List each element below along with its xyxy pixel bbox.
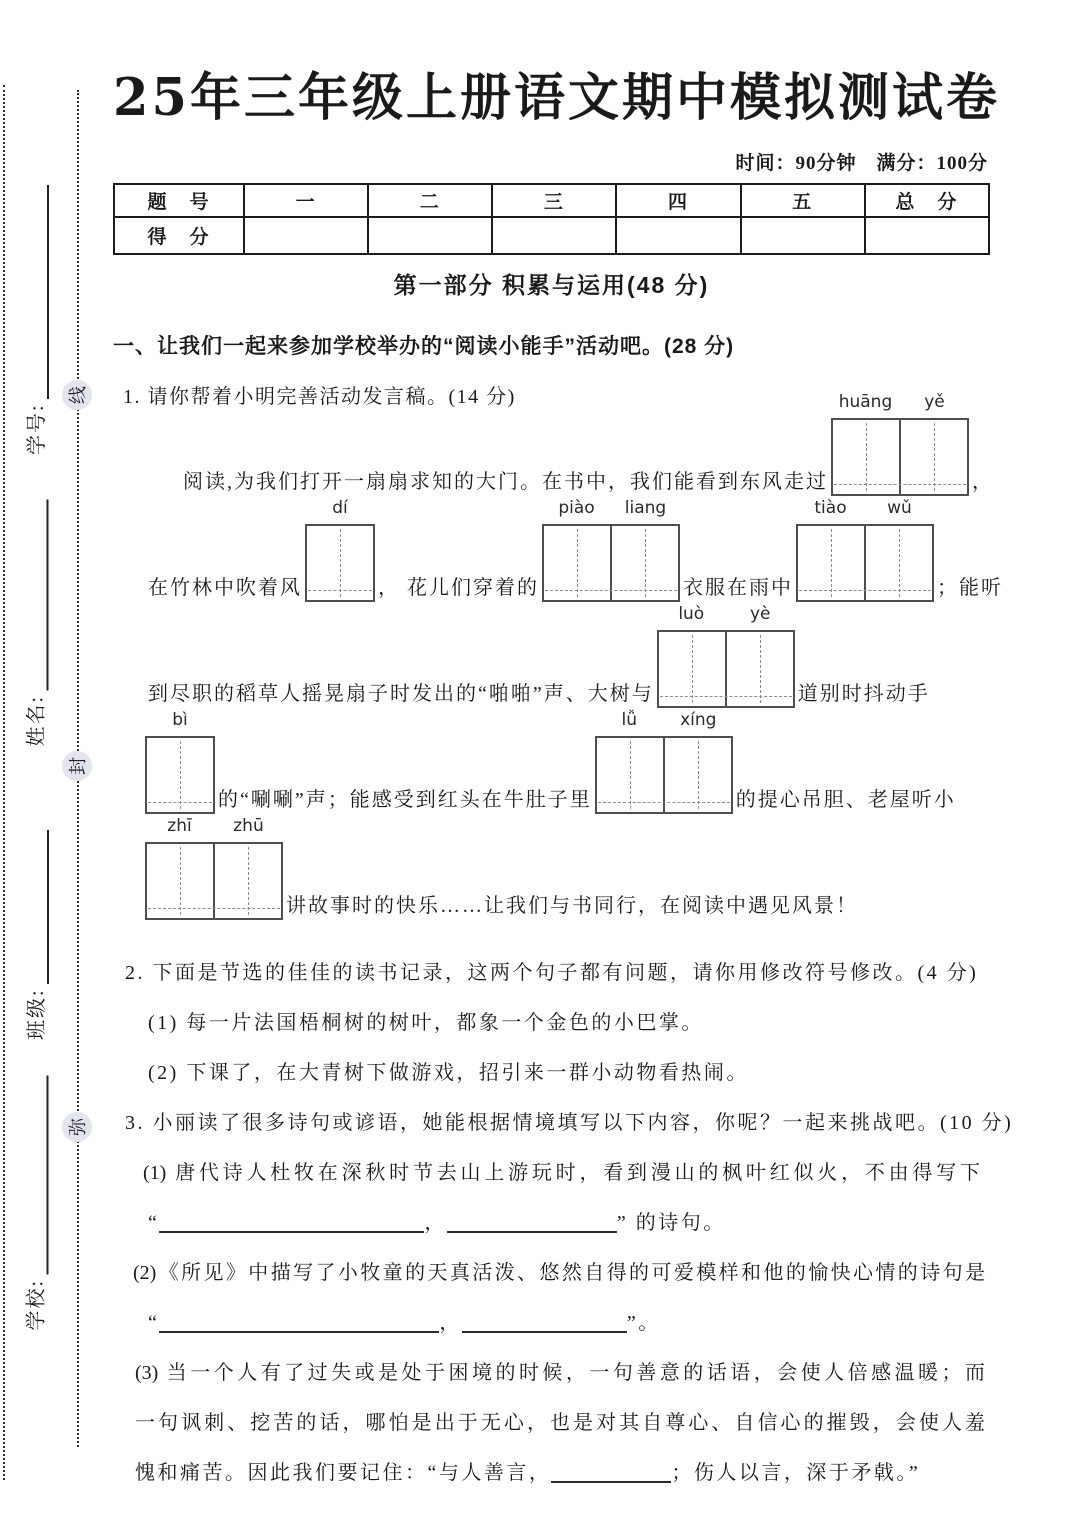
tianzige-box <box>305 498 375 655</box>
q3-item1-blank-line <box>148 1198 990 1248</box>
seal-field-class <box>23 830 49 1040</box>
sentence-text: 愧和痛苦。因此我们要记住：“与人善言， <box>135 1462 552 1484</box>
pinyin-label-row <box>831 392 969 412</box>
pinyin-label-row <box>595 710 733 730</box>
sentence-text: 阅读,为我们打开一扇扇求知的大门。在书中，我们能看到东风走过 <box>183 471 828 494</box>
sentence-text: “ <box>148 1212 160 1234</box>
pinyin-label: huāng <box>838 392 893 412</box>
page-title: 25年三年级上册语文期中模拟测试卷 <box>113 68 1000 128</box>
pinyin-label-row <box>145 710 215 730</box>
sentence-text: ” 的诗句。 <box>616 1212 726 1234</box>
pinyin-label: xíng <box>680 710 717 730</box>
sentence-text: 的提心吊胆、老屋听小 <box>735 789 956 812</box>
seal-field-blank[interactable] <box>27 185 49 399</box>
tianzige-cell[interactable] <box>145 736 215 814</box>
pinyin-fill-line <box>113 816 990 948</box>
q2-q3-block <box>113 948 1014 1498</box>
pinyin-label: liang <box>624 498 667 518</box>
sentence-text: 道别时抖动手 <box>797 683 930 706</box>
tianzige-cell[interactable] <box>864 524 934 602</box>
sentence-text: ， 花儿们穿着的 <box>378 577 539 600</box>
pinyin-label: bì <box>172 710 188 730</box>
sentence-text: 在竹林中吹着风 <box>148 577 302 600</box>
pinyin-label-row <box>796 498 934 518</box>
tianzige-box <box>145 816 283 973</box>
score-header-cell: 题 号 <box>114 184 244 217</box>
sentence-text: 的“唰唰”声；能感受到红头在牛肚子里 <box>218 789 592 812</box>
q3-item1-line: (1) 唐代诗人杜牧在深秋时节去山上游玩时，看到漫山的枫叶红似火，不由得写下 <box>143 1162 980 1184</box>
sentence-text: ， <box>972 471 994 494</box>
score-input-cell[interactable] <box>865 217 989 254</box>
seal-field-blank[interactable] <box>27 1076 49 1275</box>
tianzige-box <box>796 498 934 655</box>
q2-stem: 2. 下面是节选的佳佳的读书记录，这两个句子都有问题，请你用修改符号修改。(4 分) <box>125 962 979 984</box>
score-input-cell[interactable] <box>616 217 740 254</box>
pinyin-label: dí <box>332 498 348 518</box>
pinyin-label-row <box>657 604 795 624</box>
answer-blank[interactable] <box>551 1451 671 1483</box>
seal-field-label: 姓名: <box>25 694 48 747</box>
seal-field-label: 班级: <box>26 988 48 1040</box>
score-input-cell[interactable] <box>244 217 368 254</box>
tianzige-cell[interactable] <box>796 524 866 602</box>
sentence-text: ， <box>424 1212 447 1234</box>
tianzige-cell[interactable] <box>831 418 901 496</box>
exam-page <box>113 0 1014 1498</box>
answer-blank[interactable] <box>159 1301 439 1333</box>
score-header-cell: 五 <box>741 184 865 217</box>
sentence-text: ；能听 <box>937 577 1003 600</box>
q1-stem: 1. 请你帮着小明完善活动发言稿。(14 分) <box>123 386 516 408</box>
score-row-label: 得 分 <box>114 217 244 254</box>
seal-field-blank[interactable] <box>27 500 49 691</box>
pinyin-label: yè <box>750 604 771 624</box>
sentence-text: ；伤人以言，深于矛戟。” <box>671 1462 921 1484</box>
pinyin-label: lǚ <box>621 710 638 730</box>
pinyin-label: tiào <box>814 498 847 518</box>
seal-field-label: 学校: <box>25 1278 48 1331</box>
score-input-cell[interactable] <box>368 217 492 254</box>
seal-line-char-feng: 封 <box>62 751 92 781</box>
q3-item3-blank-line <box>135 1448 990 1498</box>
pinyin-label-row <box>145 816 283 836</box>
seal-field-school <box>23 1076 49 1331</box>
answer-blank[interactable] <box>462 1301 627 1333</box>
score-header-cell: 三 <box>492 184 616 217</box>
part1-title: 第一部分 积累与运用(48 分) <box>393 272 710 298</box>
q2-item: (1) 每一片法国梧桐树的树叶，都象一个金色的小巴掌。 <box>148 1012 704 1034</box>
seal-edge-dotted-line <box>3 85 5 1480</box>
score-table <box>113 183 990 255</box>
tianzige-cell[interactable] <box>305 524 375 602</box>
pinyin-label: yě <box>924 392 945 412</box>
tianzige-cell[interactable] <box>595 736 665 814</box>
seal-line-char-mi: 弥 <box>62 1112 92 1142</box>
answer-blank[interactable] <box>447 1201 617 1233</box>
sentence-text: 讲故事时的快乐……让我们与书同行，在阅读中遇见风景！ <box>286 895 858 918</box>
pinyin-label: piào <box>558 498 595 518</box>
pinyin-label: zhū <box>233 816 264 836</box>
pinyin-label-row <box>542 498 680 518</box>
q3-item2-blank-line <box>148 1298 990 1348</box>
answer-blank[interactable] <box>159 1201 424 1233</box>
score-header-cell: 总 分 <box>865 184 989 217</box>
tianzige-cell[interactable] <box>657 630 727 708</box>
q3-item3-line: (3) 当一个人有了过失或是处于困境的时候，一句善意的话语，会使人倍感温暖；而 <box>135 1362 985 1384</box>
pinyin-fill-line <box>113 498 1003 630</box>
seal-field-student-number <box>23 185 49 455</box>
tianzige-cell[interactable] <box>725 630 795 708</box>
q3-stem: 3. 小丽读了很多诗句或谚语，她能根据情境填写以下内容，你呢？一起来挑战吧。(10 分) <box>125 1112 1014 1134</box>
sentence-text: 衣服在雨中 <box>683 577 793 600</box>
sentence-text: 到尽职的稻草人摇晃扇子时发出的“啪啪”声、大树与 <box>148 683 654 706</box>
exam-meta: 时间：90分钟 满分：100分 <box>735 153 988 174</box>
tianzige-cell[interactable] <box>610 524 680 602</box>
tianzige-box <box>595 710 733 867</box>
pinyin-label: luò <box>678 604 705 624</box>
score-header-cell: 一 <box>244 184 368 217</box>
sentence-text: ， <box>439 1312 462 1334</box>
seal-field-blank[interactable] <box>27 830 49 984</box>
q2-item: (2) 下课了，在大青树下做游戏，招引来一群小动物看热闹。 <box>148 1062 749 1084</box>
tianzige-cell[interactable] <box>899 418 969 496</box>
score-header-cell: 二 <box>368 184 492 217</box>
pinyin-label: zhī <box>167 816 192 836</box>
tianzige-cell[interactable] <box>213 842 283 920</box>
seal-field-label: 学号: <box>26 403 48 455</box>
pinyin-label: wǔ <box>887 498 912 518</box>
seal-field-name <box>23 500 49 747</box>
score-input-cell[interactable] <box>492 217 616 254</box>
tianzige-cell[interactable] <box>542 524 612 602</box>
tianzige-cell[interactable] <box>145 842 215 920</box>
q3-item3-line: 一句讽刺、挖苦的话，哪怕是出于无心，也是对其自尊心、自信心的摧毁，会使人羞 <box>135 1412 985 1434</box>
sentence-text: “ <box>148 1312 160 1334</box>
section-one-heading: 一、让我们一起来参加学校举办的“阅读小能手”活动吧。(28 分) <box>113 335 735 358</box>
sentence-text: ”。 <box>626 1312 661 1334</box>
score-input-cell[interactable] <box>741 217 865 254</box>
q3-item2-line: (2)《所见》中描写了小牧童的天真活泼、悠然自得的可爱模样和他的愉快心情的诗句是 <box>133 1262 985 1284</box>
seal-line-char-xian: 线 <box>62 380 92 410</box>
tianzige-cell[interactable] <box>663 736 733 814</box>
pinyin-label-row <box>305 498 375 518</box>
score-header-cell: 四 <box>616 184 740 217</box>
